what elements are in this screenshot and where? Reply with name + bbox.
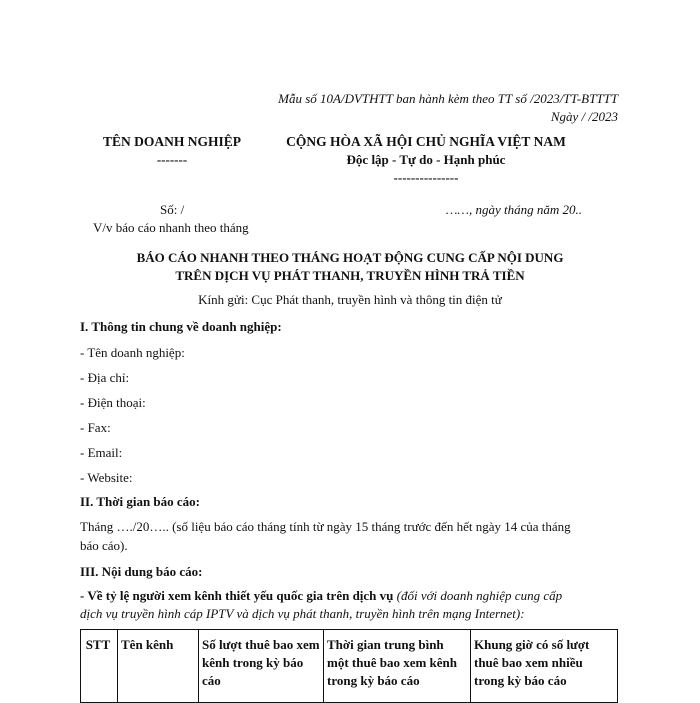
- field-email: - Email:: [80, 445, 123, 460]
- field-company-name: - Tên doanh nghiệp:: [80, 345, 185, 360]
- subheading-note: (đối với doanh nghiệp cung cấp: [396, 588, 563, 603]
- table-header-row: [81, 630, 618, 703]
- company-dashes: -------: [156, 152, 188, 167]
- report-title-line1: BÁO CÁO NHANH THEO THÁNG HOẠT ĐỘNG CUNG CẤP NỘI DUNG: [136, 250, 564, 265]
- col-header-avg-watch-time: Thời gian trung bình một thuê bao xem kênh trong kỳ báo cáo: [324, 630, 471, 703]
- report-period-text-cont: báo cáo).: [80, 538, 128, 553]
- report-period-text: Tháng …./20….. (số liệu báo cáo tháng tính từ ngày 15 tháng trước đến hết ngày 14 của tháng: [80, 519, 571, 534]
- field-phone: - Điện thoại:: [80, 395, 146, 410]
- field-fax: - Fax:: [80, 420, 111, 435]
- recipient-line: Kính gửi: Cục Phát thanh, truyền hình và thông tin điện tử: [198, 292, 502, 307]
- form-date: Ngày / /2023: [550, 109, 618, 124]
- document-number: Số: /: [160, 202, 185, 217]
- company-label: TÊN DOANH NGHIỆP: [102, 134, 241, 149]
- col-header-subscriber-views: Số lượt thuê bao xem kênh trong kỳ báo cáo: [199, 630, 324, 703]
- section3-heading: III. Nội dung báo cáo:: [80, 564, 203, 579]
- document-subject: V/v báo cáo nhanh theo tháng: [93, 220, 249, 235]
- motto-dashes: ---------------: [393, 170, 459, 185]
- section1-heading: I. Thông tin chung về doanh nghiệp:: [80, 319, 282, 334]
- motto: Độc lập - Tự do - Hạnh phúc: [346, 152, 506, 167]
- subheading-bold: - Về tỷ lệ người xem kênh thiết yếu quốc gia trên dịch vụ: [80, 588, 394, 603]
- form-note: Mẫu số 10A/DVTHTT ban hành kèm theo TT số /2023/TT-BTTTT: [278, 91, 618, 106]
- col-header-stt: STT: [81, 630, 118, 703]
- nation-heading: CỘNG HÒA XÃ HỘI CHỦ NGHĨA VIỆT NAM: [286, 134, 566, 149]
- report-title-line2: TRÊN DỊCH VỤ PHÁT THANH, TRUYỀN HÌNH TRẢ TIỀN: [175, 268, 525, 283]
- col-header-peak-hours: Khung giờ có số lượt thuê bao xem nhiều trong kỳ báo cáo: [471, 630, 618, 703]
- channel-viewership-table: [80, 629, 618, 703]
- section2-heading: II. Thời gian báo cáo:: [80, 494, 201, 509]
- col-header-channel-name: Tên kênh: [118, 630, 199, 703]
- field-address: - Địa chỉ:: [80, 370, 130, 385]
- subheading-note-cont: dịch vụ truyền hình cáp IPTV và dịch vụ phát thanh, truyền hình trên mạng Internet):: [80, 606, 525, 621]
- section3-subheading: [80, 589, 562, 602]
- place-date: ……, ngày tháng năm 20..: [445, 202, 582, 217]
- field-website: - Website:: [80, 470, 133, 485]
